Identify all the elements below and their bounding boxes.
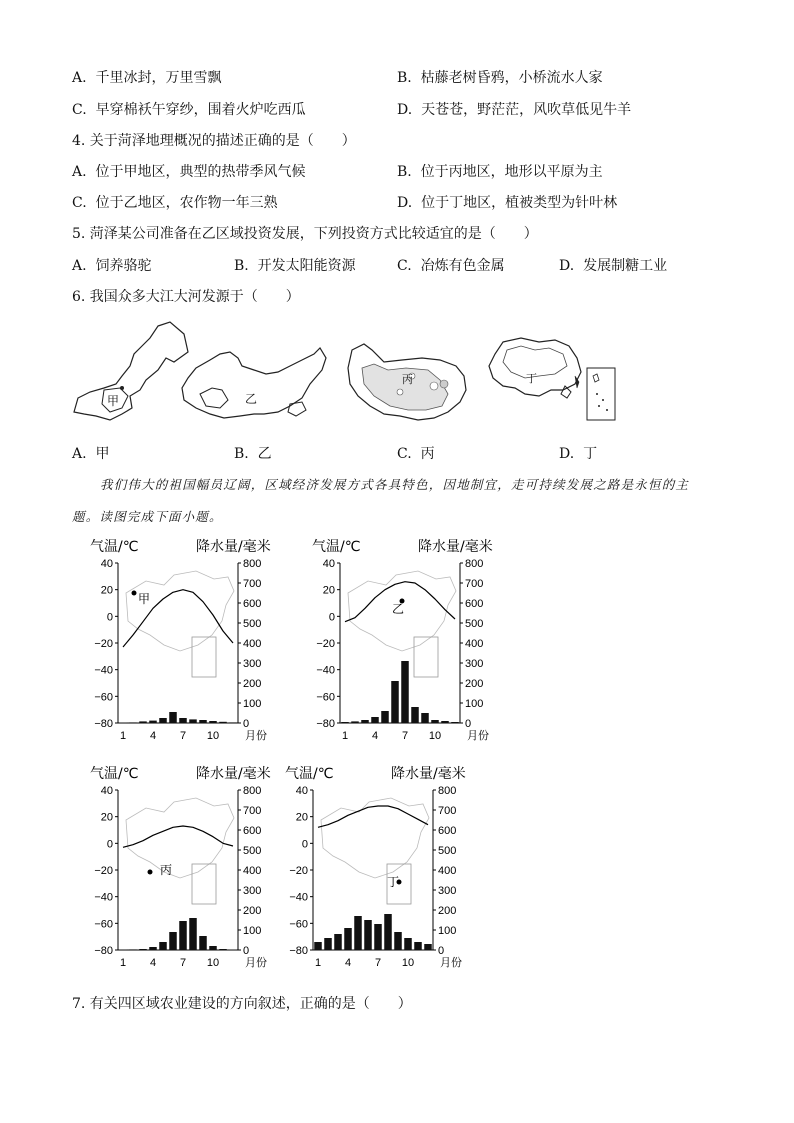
precipitation-bar [374,924,382,950]
q3-option-d [397,99,631,119]
precipitation-bar [441,721,449,723]
precipitation-tick-label: 600 [465,598,484,610]
climate-chart-svg [310,535,530,750]
precipitation-bar [314,942,322,950]
temperature-tick-label: 20 [100,584,113,597]
temperature-tick-label: 20 [100,811,113,824]
climate-chart-ding [283,762,503,977]
precipitation-bar [411,707,419,723]
month-tick-label: 7 [401,730,409,742]
precipitation-tick-label: 100 [243,698,262,710]
q7-stem: 7. 有关四区域农业建设的方向叙述，正确的是（ ） [72,996,412,1012]
temperature-tick-label: 40 [100,785,113,797]
option-letter: D. [559,446,575,462]
temperature-tick-label: −80 [289,945,308,957]
climate-chart-jia [88,535,308,750]
q3-option-c [72,99,306,119]
precipitation-bar [129,949,137,950]
precipitation-tick-label: 300 [243,658,262,670]
precipitation-bar [169,932,177,950]
month-tick-label: 10 [206,730,220,742]
precipitation-axis-title: 降水量/毫米 [418,539,493,555]
precipitation-bar [424,944,432,950]
option-letter: A. [72,164,87,180]
precipitation-bar [139,721,147,723]
q5-option-d [559,255,667,275]
temperature-tick-label: 0 [106,838,113,851]
climate-chart-bing [88,762,308,977]
precipitation-tick-label: 800 [465,558,484,570]
site-label: 乙 [392,602,405,616]
option-text: 发展制糖工业 [583,258,668,274]
temperature-tick-label: −80 [94,718,113,730]
temperature-tick-label: −40 [94,891,113,904]
option-letter: D. [397,195,413,211]
precipitation-bar [431,720,439,723]
precipitation-bar [219,722,227,723]
temperature-tick-label: 0 [328,611,335,624]
precipitation-bar [149,947,157,950]
temperature-tick-label: 40 [295,785,308,797]
precipitation-tick-label: 0 [243,945,250,957]
precipitation-tick-label: 500 [243,845,262,857]
q4-option-a [72,161,305,181]
option-text: 枯藤老树昏鸦，小桥流水人家 [420,70,603,86]
option-letter: B. [234,258,249,274]
precipitation-tick-label: 700 [243,578,262,590]
precipitation-bar [189,719,197,723]
temperature-tick-label: −20 [94,865,113,877]
precipitation-bar [324,938,332,950]
option-letter: C. [72,102,87,118]
precipitation-tick-label: 200 [243,905,262,917]
option-letter: C. [72,195,87,211]
option-text: 千里冰封，万里雪飘 [95,70,222,86]
option-text: 开发太阳能资源 [257,258,356,274]
month-tick-label: 1 [314,957,322,969]
temperature-tick-label: 40 [100,558,113,570]
temperature-tick-label: 0 [301,838,308,851]
temperature-curve [123,826,233,847]
temperature-tick-label: −60 [94,691,113,704]
q6-stem: 6. 我国众多大江大河发源于（ ） [72,289,300,305]
precipitation-tick-label: 100 [243,925,262,937]
precipitation-tick-label: 800 [438,785,457,797]
q5-option-b [234,255,356,275]
option-letter: C. [397,258,412,274]
precipitation-bar [341,722,349,723]
option-text: 位于丁地区，植被类型为针叶林 [421,195,618,211]
month-axis-label: 月份 [245,957,267,969]
china-outline [126,798,234,878]
temperature-tick-label: −40 [289,891,308,904]
q6-option-a [72,443,109,463]
temperature-axis-title: 气温/℃ [90,539,139,555]
site-marker [132,591,137,596]
precipitation-bar [129,722,137,723]
precipitation-tick-label: 400 [465,638,484,650]
precipitation-tick-label: 600 [243,825,262,837]
option-letter: D. [397,102,413,118]
precipitation-tick-label: 500 [438,845,457,857]
precipitation-tick-label: 800 [243,785,262,797]
temperature-tick-label: −20 [94,638,113,650]
temperature-axis-title: 气温/℃ [90,766,139,782]
q6-option-b [234,443,272,463]
option-text: 饲养骆驼 [95,258,152,274]
option-letter: B. [234,446,249,462]
map-label-jia: 甲 [107,394,120,408]
precipitation-tick-label: 0 [465,718,472,730]
precipitation-tick-label: 400 [243,865,262,877]
q4-option-c [72,192,278,212]
south-sea-inset [192,864,216,904]
site-marker [148,870,153,875]
option-letter: A. [72,446,87,462]
q4-option-d [397,192,617,212]
temperature-tick-label: 40 [322,558,335,570]
map-label-yi: 乙 [245,392,258,406]
precipitation-axis-title: 降水量/毫米 [391,766,466,782]
precipitation-tick-label: 700 [465,578,484,590]
climate-chart-svg [283,762,503,977]
precipitation-tick-label: 200 [465,678,484,690]
precipitation-bar [149,721,157,723]
option-text: 位于丙地区，地形以平原为主 [420,164,603,180]
q6-option-c [397,443,435,463]
q3-option-a [72,67,221,87]
precipitation-tick-label: 100 [438,925,457,937]
map-region-jia [70,318,192,428]
precipitation-bar [421,713,429,723]
precipitation-bar [394,932,402,950]
option-text: 天苍苍，野茫茫，风吹草低见牛羊 [421,102,632,118]
month-tick-label: 4 [344,957,352,969]
precipitation-bar [119,950,127,951]
precipitation-tick-label: 300 [438,885,457,897]
option-text: 冶炼有色金属 [420,258,505,274]
temperature-axis-title: 气温/℃ [285,766,334,782]
option-letter: B. [397,164,412,180]
precipitation-bar [229,950,237,951]
china-outline [126,571,234,651]
precipitation-bar [169,712,177,723]
precipitation-tick-label: 800 [243,558,262,570]
precipitation-bar [381,711,389,723]
temperature-tick-label: 20 [295,811,308,824]
precipitation-tick-label: 500 [243,618,262,630]
site-label: 丙 [160,863,173,877]
option-letter: C. [397,446,412,462]
option-text: 丙 [420,446,435,462]
precipitation-tick-label: 600 [243,598,262,610]
q4-stem: 4. 关于菏泽地理概况的描述正确的是（ ） [72,133,356,149]
month-tick-label: 1 [119,730,127,742]
month-axis-label: 月份 [245,730,267,742]
site-label: 甲 [138,592,151,606]
precipitation-tick-label: 200 [438,905,457,917]
temperature-tick-label: −60 [94,918,113,931]
option-letter: A. [72,258,87,274]
precipitation-tick-label: 400 [438,865,457,877]
temperature-tick-label: 0 [106,611,113,624]
precipitation-axis-title: 降水量/毫米 [196,539,271,555]
temperature-curve [318,806,428,827]
climate-chart-yi [310,535,530,750]
month-axis-label: 月份 [440,957,462,969]
q4-option-b [397,161,603,181]
precipitation-bar [179,921,187,950]
south-sea-inset [192,637,216,677]
china-map-icon [126,798,234,904]
precipitation-bar [384,914,392,950]
precipitation-tick-label: 700 [438,805,457,817]
map-region-ding [485,336,620,424]
month-tick-label: 7 [179,957,187,969]
precipitation-bar [199,720,207,723]
climate-chart-svg [88,762,308,977]
map-region-yi [180,344,332,422]
map-label-ding: 丁 [526,372,537,385]
temperature-tick-label: 20 [322,584,335,597]
climate-chart-svg [88,535,308,750]
site-label: 丁 [387,875,400,889]
precipitation-tick-label: 100 [465,698,484,710]
precipitation-bar [354,916,362,950]
q5-option-a [72,255,151,275]
precipitation-bar [119,723,127,724]
temperature-tick-label: −80 [94,945,113,957]
temperature-tick-label: −20 [316,638,335,650]
option-letter: A. [72,70,87,86]
option-text: 早穿棉袄午穿纱，围着火炉吃西瓜 [95,102,306,118]
precipitation-tick-label: 700 [243,805,262,817]
south-sea-inset [414,637,438,677]
precipitation-tick-label: 400 [243,638,262,650]
month-tick-label: 1 [341,730,349,742]
option-text: 甲 [95,446,110,462]
temperature-axis-title: 气温/℃ [312,539,361,555]
precipitation-bar [391,681,399,723]
month-tick-label: 4 [149,730,157,742]
precipitation-bar [159,942,167,950]
precipitation-tick-label: 300 [243,885,262,897]
precipitation-bar [189,918,197,950]
china-map-icon [321,798,429,904]
month-tick-label: 4 [149,957,157,969]
q6-option-d [559,443,597,463]
temperature-tick-label: −20 [289,865,308,877]
precipitation-bar [404,938,412,950]
temperature-tick-label: −60 [289,918,308,931]
month-axis-label: 月份 [467,730,489,742]
precipitation-bar [364,920,372,950]
precipitation-axis-title: 降水量/毫米 [196,766,271,782]
precipitation-bar [199,936,207,950]
q5-stem: 5. 菏泽某公司准备在乙区域投资发展，下列投资方式比较适宜的是（ ） [72,226,538,242]
intro-line-2: 题。读图完成下面小题。 [72,509,223,524]
precipitation-tick-label: 0 [243,718,250,730]
option-letter: B. [397,70,412,86]
precipitation-bar [179,718,187,723]
precipitation-bar [219,949,227,950]
precipitation-tick-label: 300 [465,658,484,670]
precipitation-bar [209,721,217,723]
precipitation-bar [361,720,369,723]
q3-option-b [397,67,603,87]
option-text: 位于乙地区，农作物一年三熟 [95,195,278,211]
precipitation-bar [414,942,422,950]
temperature-tick-label: −80 [316,718,335,730]
china-outline [321,798,429,878]
precipitation-tick-label: 500 [465,618,484,630]
month-tick-label: 10 [428,730,442,742]
month-tick-label: 10 [401,957,415,969]
precipitation-bar [334,934,342,950]
precipitation-bar [401,661,409,723]
month-tick-label: 7 [374,957,382,969]
option-letter: D. [559,258,575,274]
temperature-tick-label: −40 [94,664,113,677]
option-text: 乙 [257,446,272,462]
option-text: 位于甲地区，典型的热带季风气候 [95,164,306,180]
temperature-tick-label: −40 [316,664,335,677]
precipitation-tick-label: 0 [438,945,445,957]
precipitation-bar [351,721,359,723]
precipitation-tick-label: 600 [438,825,457,837]
china-map-icon [126,571,234,677]
precipitation-bar [209,946,217,950]
month-tick-label: 1 [119,957,127,969]
map-label-bing: 丙 [402,373,413,386]
precipitation-tick-label: 200 [243,678,262,690]
precipitation-bar [139,949,147,950]
precipitation-bar [229,722,237,723]
month-tick-label: 4 [371,730,379,742]
month-tick-label: 10 [206,957,220,969]
precipitation-bar [159,718,167,723]
intro-line-1: 我们伟大的祖国幅员辽阔，区域经济发展方式各具特色，因地制宜，走可持续发展之路是永恒的主 [100,477,690,492]
month-tick-label: 7 [179,730,187,742]
precipitation-bar [344,928,352,950]
temperature-tick-label: −60 [316,691,335,704]
precipitation-bar [451,722,459,723]
option-text: 丁 [583,446,598,462]
precipitation-bar [371,717,379,723]
q5-option-c [397,255,505,275]
